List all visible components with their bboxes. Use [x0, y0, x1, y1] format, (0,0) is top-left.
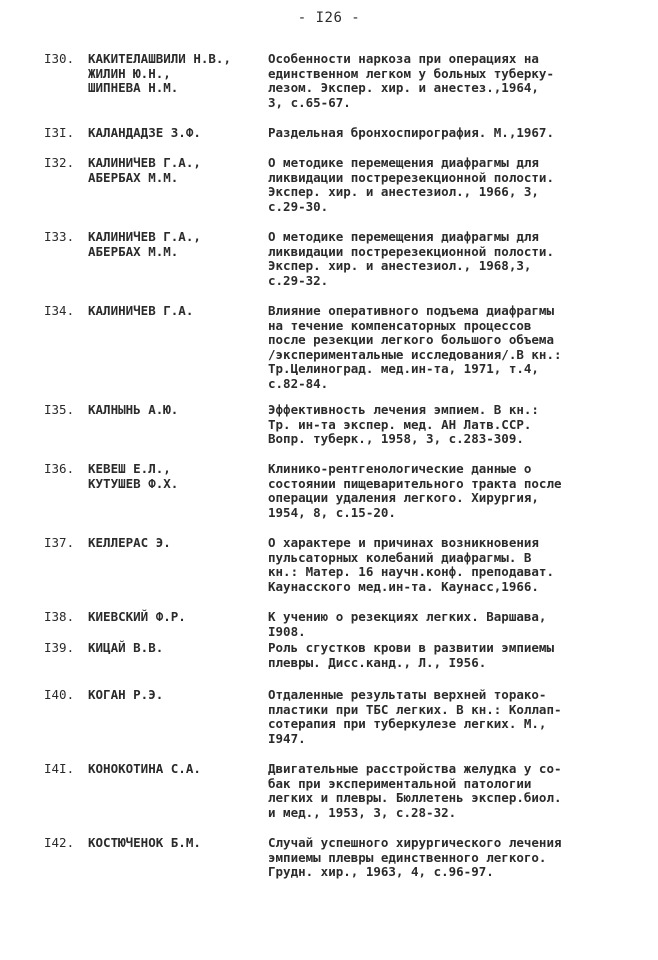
description-line: Клинико-рентгенологические данные о	[268, 461, 532, 476]
entry-number: I37.	[44, 535, 75, 550]
description-line: после резекции легкого большого объема	[268, 332, 554, 347]
description-line: с.29-32.	[268, 272, 329, 288]
description-line: О методике перемещения диафрагмы для	[268, 155, 539, 170]
entry-authors	[88, 536, 268, 551]
description-line: Грудн. хир., 1963, 4, с.96-97.	[268, 864, 494, 879]
entry-authors	[88, 304, 268, 319]
author-name: КОНОКОТИНА С.А.	[88, 761, 201, 776]
description-line: бак при экспериментальной патологии	[268, 775, 532, 791]
entry-number: I32.	[44, 155, 75, 170]
author-name: КАЛНЫНЬ А.Ю.	[88, 402, 179, 417]
author-name: КУТУШЕВ Ф.Х.	[88, 475, 179, 491]
description-line: Эффективность лечения эмпием. В кн.:	[268, 402, 539, 417]
description-line: сотерапия при туберкулезе легких. М.,	[268, 716, 547, 731]
author-name: АБЕРБАХ М.М.	[88, 169, 179, 185]
description-line: I947.	[268, 730, 306, 746]
entry-number: I33.	[44, 229, 75, 244]
description-line: К учению о резекциях легких. Варшава,	[268, 609, 547, 624]
entry-authors	[88, 52, 268, 96]
description-line: пластики при ТБС легких. В кн.: Коллап-	[268, 701, 562, 717]
description-line: с.82-84.	[268, 375, 329, 391]
entry-number: I40.	[44, 687, 75, 702]
description-line: пульсаторных колебаний диафрагмы. В	[268, 549, 532, 565]
description-line: Экспер. хир. и анестезиол., 1966, 3,	[268, 184, 539, 199]
entry-number: I38.	[44, 609, 75, 624]
description-line: Раздельная бронхоспирография. М.,1967.	[268, 125, 554, 140]
description-line: Тр. ин-та экспер. мед. АН Латв.ССР.	[268, 416, 532, 432]
description-line: состоянии пищеварительного тракта после	[268, 475, 562, 491]
author-name: КИЦАЙ В.В.	[88, 640, 164, 655]
entry-authors	[88, 403, 268, 418]
entry-description	[268, 641, 624, 670]
author-name: КИЕВСКИЙ Ф.Р.	[88, 609, 186, 624]
author-name: ЖИЛИН Ю.Н.,	[88, 65, 171, 81]
entry-authors	[88, 688, 268, 703]
author-name: КОГАН Р.Э.	[88, 687, 164, 702]
description-line: ликвидации постререзекционной полости.	[268, 169, 554, 185]
author-name: ШИПНЕВА Н.М.	[88, 80, 179, 95]
description-line: лезом. Экспер. хир. и анестез.,1964,	[268, 80, 539, 95]
author-name: КЕЛЛЕРАС Э.	[88, 535, 171, 550]
entry-description	[268, 304, 624, 391]
author-name: КАЛИНИЧЕВ Г.А.,	[88, 155, 201, 170]
description-line: /экспериментальные исследования/.В кн.:	[268, 346, 562, 362]
entry-authors	[88, 641, 268, 656]
entry-number: I4I.	[44, 761, 75, 776]
description-line: I908.	[268, 623, 306, 639]
entry-description	[268, 536, 624, 594]
description-line: легких и плевры. Бюллетень экспер.биол.	[268, 790, 562, 805]
description-line: О характере и причинах возникновения	[268, 535, 539, 550]
page-number: - I26 -	[297, 10, 361, 26]
entry-number: I42.	[44, 835, 75, 850]
entry-number: I30.	[44, 51, 75, 66]
author-name: КАЛИНИЧЕВ Г.А.,	[88, 229, 201, 244]
entry-description	[268, 403, 624, 447]
entry-authors	[88, 462, 268, 491]
description-line: Каунасского мед.ин-та. Каунасс,1966.	[268, 578, 539, 594]
description-line: Роль сгустков крови в развитии эмпиемы	[268, 640, 554, 655]
description-line: Тр.Целиноград. мед.ин-та, 1971, т.4,	[268, 361, 539, 376]
description-line: Отдаленные результаты верхней торако-	[268, 687, 547, 702]
description-line: ликвидации постререзекционной полости.	[268, 243, 554, 259]
entry-description	[268, 688, 624, 746]
description-line: Экспер. хир. и анестезиол., 1968,3,	[268, 258, 532, 273]
entry-authors	[88, 610, 268, 625]
description-line: Особенности наркоза при операциях на	[268, 51, 539, 66]
entry-description	[268, 462, 624, 520]
entry-description	[268, 836, 624, 880]
description-line: на течение компенсаторных процессов	[268, 317, 532, 333]
description-line: 3, с.65-67.	[268, 94, 351, 110]
entry-description	[268, 762, 624, 820]
entry-description	[268, 52, 624, 110]
description-line: и мед., 1953, 3, с.28-32.	[268, 804, 457, 820]
entry-description	[268, 610, 624, 639]
description-line: кн.: Матер. 16 научн.конф. преподават.	[268, 564, 554, 579]
author-name: КАКИТЕЛАШВИЛИ Н.В.,	[88, 51, 231, 66]
entry-number: I35.	[44, 402, 75, 417]
entry-authors	[88, 762, 268, 777]
entry-authors	[88, 230, 268, 259]
description-line: Влияние оперативного подъема диафрагмы	[268, 303, 554, 318]
description-line: О методике перемещения диафрагмы для	[268, 229, 539, 244]
entry-description	[268, 126, 624, 141]
entry-authors	[88, 156, 268, 185]
description-line: операции удаления легкого. Хирургия,	[268, 490, 539, 505]
description-line: 1954, 8, с.15-20.	[268, 504, 396, 520]
entry-number: I36.	[44, 461, 75, 476]
entry-number: I3I.	[44, 125, 75, 140]
description-line: Вопр. туберк., 1958, 3, с.283-309.	[268, 431, 524, 446]
entry-authors	[88, 836, 268, 851]
entry-authors	[88, 126, 268, 141]
description-line: плевры. Дисс.канд., Л., I956.	[268, 654, 487, 670]
entry-description	[268, 156, 624, 214]
author-name: КОСТЮЧЕНОК Б.М.	[88, 835, 201, 850]
description-line: с.29-30.	[268, 198, 329, 214]
description-line: Двигательные расстройства желудка у со-	[268, 761, 562, 776]
author-name: КАЛАНДАДЗЕ З.Ф.	[88, 125, 201, 140]
description-line: эмпиемы плевры единственного легкого.	[268, 849, 547, 865]
author-name: КЕВЕШ Е.Л.,	[88, 461, 171, 476]
entry-description	[268, 230, 624, 288]
entry-number: I39.	[44, 640, 75, 655]
entry-number: I34.	[44, 303, 75, 318]
description-line: единственном легком у больных туберку-	[268, 65, 554, 81]
author-name: КАЛИНИЧЕВ Г.А.	[88, 303, 194, 318]
description-line: Случай успешного хирургического лечения	[268, 835, 562, 850]
author-name: АБЕРБАХ М.М.	[88, 243, 179, 259]
